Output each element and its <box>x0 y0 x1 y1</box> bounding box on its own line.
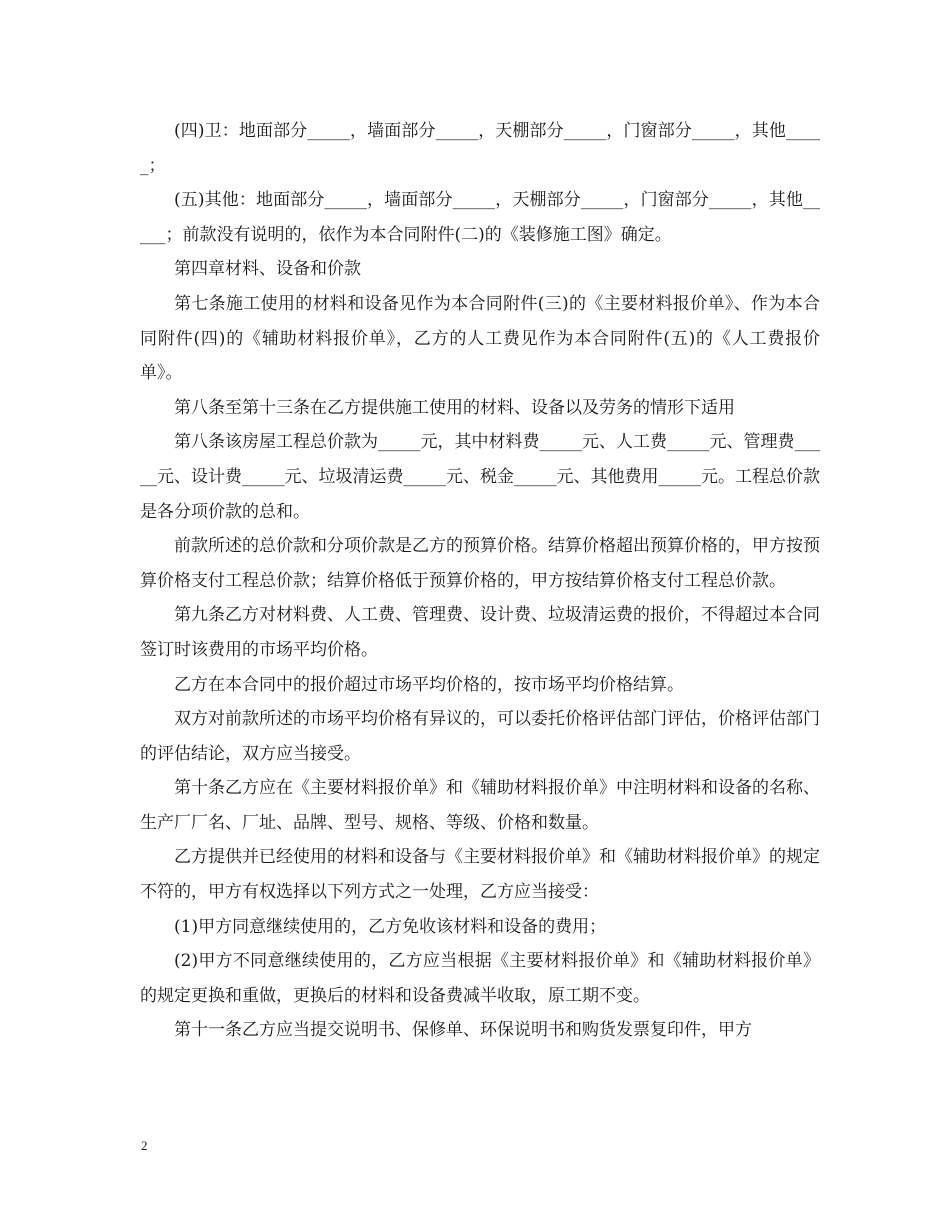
paragraph-bathroom-items: (四)卫：地面部分_____，墙面部分_____，天棚部分_____，门窗部分_____，其他_____； <box>140 121 820 176</box>
paragraph-article-8: 第八条该房屋工程总价款为_____元，其中材料费_____元、人工费_____元、管理费_____元、设计费_____元、垃圾清运费_____元、税金_____元、其他费用_____元。工程总价款是各分项价款的总和。 <box>140 432 820 522</box>
paragraph-nonconforming-materials: 乙方提供并已经使用的材料和设备与《主要材料报价单》和《辅助材料报价单》的规定不符的，甲方有权选择以下列方式之一处理，乙方应当接受： <box>140 847 820 903</box>
paragraph-article-7: 第七条施工使用的材料和设备见作为本合同附件(三)的《主要材料报价单》、作为本合同附件(四)的《辅助材料报价单》，乙方的人工费见作为本合同附件(五)的《人工费报价单》。 <box>140 293 820 384</box>
paragraph-applicability-note: 第八条至第十三条在乙方提供施工使用的材料、设备以及劳务的情形下适用 <box>174 397 735 418</box>
page-number: 2 <box>141 1138 148 1153</box>
paragraph-article-10: 第十条乙方应在《主要材料报价单》和《辅助材料报价单》中注明材料和设备的名称、生产厂厂名、厂址、品牌、型号、规格、等级、价格和数量。 <box>140 778 820 833</box>
paragraph-price-dispute: 双方对前款所述的市场平均价格有异议的，可以委托价格评估部门评估，价格评估部门的评估结论，双方应当接受。 <box>140 709 820 764</box>
paragraph-article-9: 第九条乙方对材料费、人工费、管理费、设计费、垃圾清运费的报价，不得超过本合同签订时该费用的市场平均价格。 <box>140 605 820 660</box>
list-item-option-2: (2)甲方不同意继续使用的，乙方应当根据《主要材料报价单》和《辅助材料报价单》的规定更换和重做，更换后的材料和设备费减半收取，原工期不变。 <box>140 951 820 1006</box>
paragraph-other-items: (五)其他：地面部分_____，墙面部分_____，天棚部分_____，门窗部分_____，其他_____；前款没有说明的，依作为本合同附件(二)的《装修施工图》确定。 <box>140 190 820 245</box>
list-item-option-1: (1)甲方同意继续使用的，乙方免收该材料和设备的费用； <box>174 916 607 937</box>
chapter-heading-materials: 第四章材料、设备和价款 <box>174 259 361 280</box>
document-page <box>140 114 820 1048</box>
paragraph-budget-price: 前款所述的总价款和分项价款是乙方的预算价格。结算价格超出预算价格的，甲方按预算价格支付工程总价款；结算价格低于预算价格的，甲方按结算价格支付工程总价款。 <box>140 536 820 591</box>
paragraph-article-11: 第十一条乙方应当提交说明书、保修单、环保说明书和购货发票复印件，甲方 <box>174 1020 752 1041</box>
paragraph-market-price-settlement: 乙方在本合同中的报价超过市场平均价格的，按市场平均价格结算。 <box>174 674 684 695</box>
